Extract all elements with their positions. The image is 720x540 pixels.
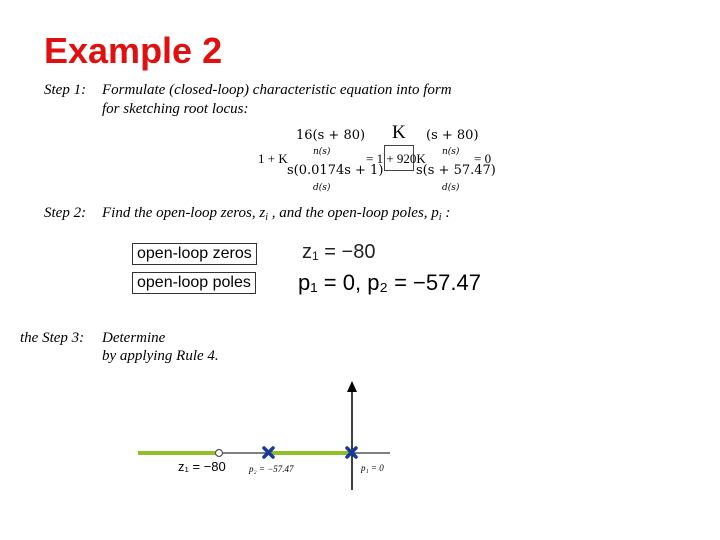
step2-text-b: , and the open-loop poles, p: [267, 205, 439, 221]
eq-n-label-2: n(s): [442, 147, 460, 157]
eq-mid: = 1 + 920K: [366, 151, 426, 166]
eq-rhs-numerator: (s + 80): [426, 128, 479, 143]
pole-result: p₁ = 0, p₂ = −57.47: [298, 270, 481, 295]
step1-text-line1: Formulate (closed-loop) characteristic equation into form: [102, 82, 452, 98]
step2-label: Step 2:: [44, 205, 87, 221]
step2-text-c: :: [441, 205, 451, 221]
eq-lhs-numerator: 16(s + 80): [296, 128, 366, 143]
zero-marker: [216, 450, 223, 457]
step2-text-a: Find the open-loop zeros, z: [102, 205, 266, 221]
step3-text-line1: Determine: [102, 330, 166, 346]
step3-label: the Step 3:: [20, 330, 85, 346]
zero-result: z₁ = −80: [302, 241, 376, 263]
slide-title: Example 2: [44, 30, 223, 71]
step1-label: Step 1:: [44, 82, 87, 98]
plot-label-p1: p₁ = 0: [361, 463, 384, 473]
k-symbol: K: [392, 122, 406, 143]
eq-rhs-end: = 0: [474, 151, 492, 166]
eq-n-label-1: n(s): [313, 147, 331, 157]
eq-d-label-1: d(s): [313, 183, 331, 193]
step3-text-line2: by applying Rule 4.: [102, 348, 219, 364]
step2-sub-i1: i: [265, 212, 268, 223]
plot-label-z1: z₁ = −80: [178, 459, 226, 474]
open-loop-poles-box: open-loop poles: [132, 272, 256, 294]
imaginary-axis-arrow: [347, 381, 357, 392]
eq-rhs-denominator: s(s + 57.47): [416, 163, 496, 178]
plot-label-p2: p₂ = −57.47: [249, 464, 294, 474]
step2-sub-i2: i: [438, 212, 442, 223]
step1-text-line2: for sketching root locus:: [102, 101, 249, 117]
eq-d-label-2: d(s): [442, 183, 460, 193]
open-loop-zeros-box: open-loop zeros: [132, 243, 257, 265]
eq-lhs-denominator: s(0.0174s + 1): [287, 163, 384, 178]
eq-lhs-prefix: 1 + K: [258, 151, 288, 166]
